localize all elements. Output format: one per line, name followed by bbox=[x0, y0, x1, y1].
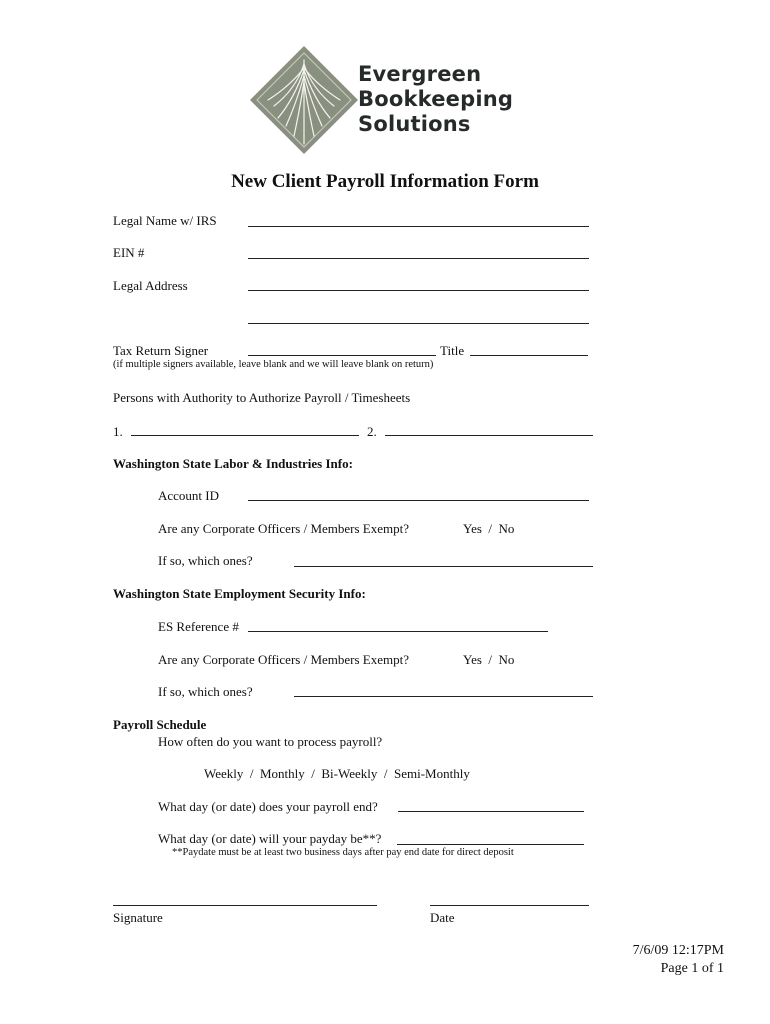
lni-which-ones-field[interactable] bbox=[294, 566, 593, 567]
esd-yes-no[interactable]: Yes / No bbox=[463, 652, 515, 667]
lni-account-id-field[interactable] bbox=[248, 500, 589, 501]
payroll-end-field[interactable] bbox=[398, 811, 584, 812]
signer-note: (if multiple signers available, leave blank and we will leave blank on return) bbox=[113, 359, 434, 370]
lni-account-id-label: Account ID bbox=[158, 488, 220, 503]
evergreen-tree-diamond-icon bbox=[248, 44, 360, 156]
payroll-frequency-options[interactable]: Weekly / Monthly / Bi-Weekly / Semi-Monthly bbox=[204, 766, 470, 781]
payday-question: What day (or date) will your payday be**? bbox=[158, 831, 382, 846]
es-reference-label: ES Reference # bbox=[158, 619, 239, 634]
legal-address-field-1[interactable] bbox=[248, 290, 589, 291]
form-title: New Client Payroll Information Form bbox=[231, 171, 539, 192]
esd-heading: Washington State Employment Security Info: bbox=[113, 586, 366, 601]
signer-title-field[interactable] bbox=[470, 355, 588, 356]
tax-return-signer-label: Tax Return Signer bbox=[113, 343, 209, 358]
payday-field[interactable] bbox=[397, 844, 584, 845]
authority-2-label: 2. bbox=[367, 424, 377, 439]
ein-field[interactable] bbox=[248, 258, 589, 259]
logo-line-3: Solutions bbox=[358, 112, 471, 136]
authority-1-label: 1. bbox=[113, 424, 123, 439]
lni-which-ones-label: If so, which ones? bbox=[158, 553, 253, 568]
lni-yes-no[interactable]: Yes / No bbox=[463, 521, 515, 536]
esd-exempt-question: Are any Corporate Officers / Members Exempt? bbox=[158, 652, 410, 667]
legal-address-label: Legal Address bbox=[113, 278, 188, 293]
legal-name-label: Legal Name w/ IRS bbox=[113, 213, 217, 228]
payroll-end-question: What day (or date) does your payroll end? bbox=[158, 799, 378, 814]
logo-line-2: Bookkeeping bbox=[358, 87, 514, 111]
esd-which-ones-field[interactable] bbox=[294, 696, 593, 697]
date-label: Date bbox=[430, 910, 455, 925]
lni-heading: Washington State Labor & Industries Info: bbox=[113, 456, 353, 471]
tax-return-signer-field[interactable] bbox=[248, 355, 436, 356]
authority-1-field[interactable] bbox=[131, 435, 359, 436]
footer-timestamp: 7/6/09 12:17PM bbox=[632, 943, 724, 958]
signature-field[interactable] bbox=[113, 905, 377, 906]
lni-exempt-question: Are any Corporate Officers / Members Exempt? bbox=[158, 521, 410, 536]
payroll-frequency-question: How often do you want to process payroll? bbox=[158, 734, 383, 749]
date-field[interactable] bbox=[430, 905, 589, 906]
legal-address-field-2[interactable] bbox=[248, 323, 589, 324]
footer-page-number: Page 1 of 1 bbox=[660, 961, 724, 976]
legal-name-field[interactable] bbox=[248, 226, 589, 227]
es-reference-field[interactable] bbox=[248, 631, 548, 632]
logo-line-1: Evergreen bbox=[358, 62, 482, 86]
esd-which-ones-label: If so, which ones? bbox=[158, 684, 253, 699]
payday-note: **Paydate must be at least two business days after pay end date for direct deposit bbox=[172, 847, 514, 858]
signature-label: Signature bbox=[113, 910, 163, 925]
signer-title-label: Title bbox=[440, 343, 465, 358]
ein-label: EIN # bbox=[113, 245, 145, 260]
authority-2-field[interactable] bbox=[385, 435, 593, 436]
payroll-schedule-heading: Payroll Schedule bbox=[113, 717, 207, 732]
authority-heading: Persons with Authority to Authorize Payroll / Timesheets bbox=[113, 390, 411, 405]
